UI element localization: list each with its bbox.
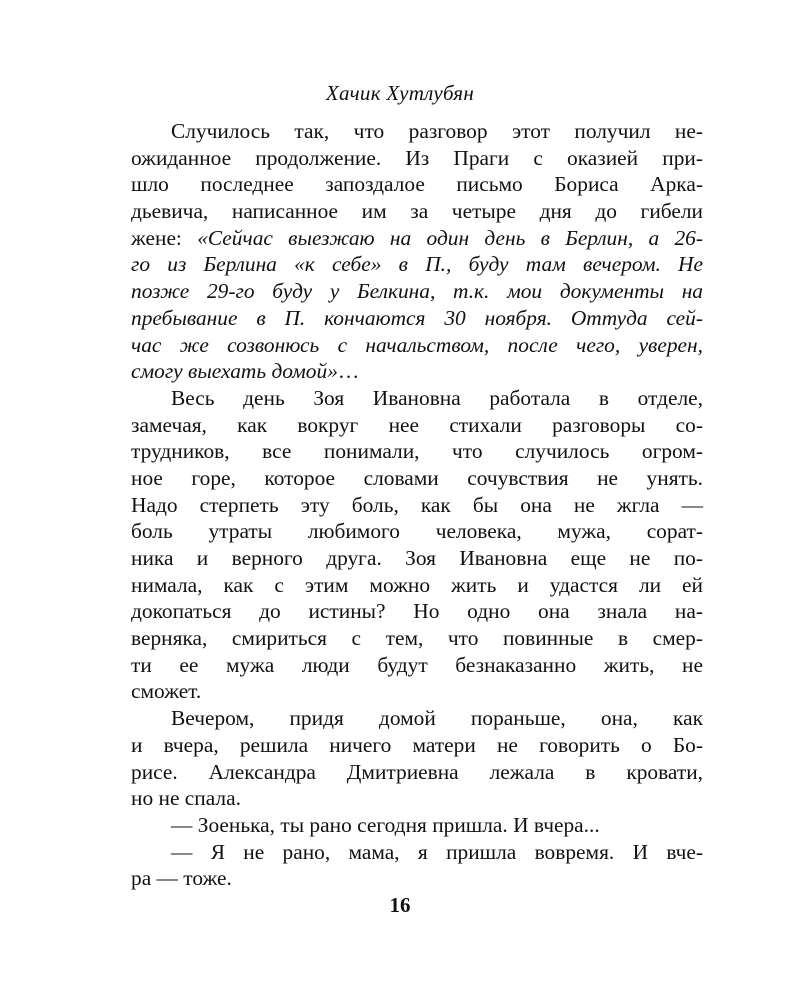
text-line: ти ее мужа люди будут безнаказанно жить, не [131, 652, 703, 677]
quoted-letter-line: час же созвонюсь с начальством, после чего, уверен, [131, 332, 703, 357]
text-line: нимала, как с этим можно жить и удастся ли ей [131, 572, 703, 597]
running-head: Хачик Хутлубян [325, 81, 475, 105]
text-line: ожиданное продолжение. Из Праги с оказией при- [131, 145, 703, 170]
text-line: боль утраты любимого человека, мужа, сорат- [131, 519, 703, 544]
quoted-letter-line: го из Берлина «к себе» в П., буду там вечером. Не [131, 252, 703, 277]
quoted-letter-line: пребывание в П. кончаются 30 ноября. Оттуда сей- [131, 305, 703, 330]
text-line: Надо стерпеть эту боль, как бы она не жгла — [131, 492, 703, 517]
text-line: но не спала. [131, 786, 241, 811]
dialogue-line: ра — тоже. [131, 866, 232, 891]
text-line: шло последнее запоздалое письмо Бориса Арка- [131, 172, 703, 197]
text-segment: жене: [131, 225, 198, 250]
text-line [131, 358, 703, 385]
dialogue-line: — Я не рано, мама, я пришла вовремя. И вче- [171, 839, 703, 864]
text-line: верняка, смириться с тем, что повинные в смер- [131, 626, 703, 651]
page-number: 16 [389, 893, 411, 917]
body-text [131, 118, 703, 892]
quoted-letter-start: «Сейчас выезжаю на один день в Берлин, а 26- [197, 225, 703, 250]
text-line [131, 225, 703, 252]
ellipsis: … [337, 359, 360, 384]
text-line: Случилось так, что разговор этот получил не- [171, 119, 703, 143]
text-line: сможет. [131, 679, 202, 704]
quoted-letter-line: позже 29-го буду у Белкина, т.к. мои документы на [131, 279, 703, 304]
text-line: дьевича, написанное им за четыре дня до гибели [131, 199, 703, 224]
quoted-letter-end: смогу выехать домой» [131, 359, 338, 384]
dialogue-line: — Зоенька, ты рано сегодня пришла. И вчера... [171, 812, 600, 837]
text-line: замечая, как вокруг нее стихали разговоры со- [131, 412, 703, 437]
text-line: трудников, все понимали, что случилось огром- [131, 439, 703, 464]
text-line: и вчера, решила ничего матери не говорить о Бо- [131, 732, 703, 757]
text-line: докопаться до истины? Но одно она знала на- [131, 599, 703, 624]
text-line: Вечером, придя домой пораньше, она, как [171, 706, 703, 731]
text-line: ника и верного друга. Зоя Ивановна еще не по- [131, 546, 703, 570]
text-line: ное горе, которое словами сочувствия не унять. [131, 465, 703, 490]
text-line: рисе. Александра Дмитриевна лежала в кровати, [131, 759, 703, 784]
text-line: Весь день Зоя Ивановна работала в отделе, [171, 385, 703, 410]
